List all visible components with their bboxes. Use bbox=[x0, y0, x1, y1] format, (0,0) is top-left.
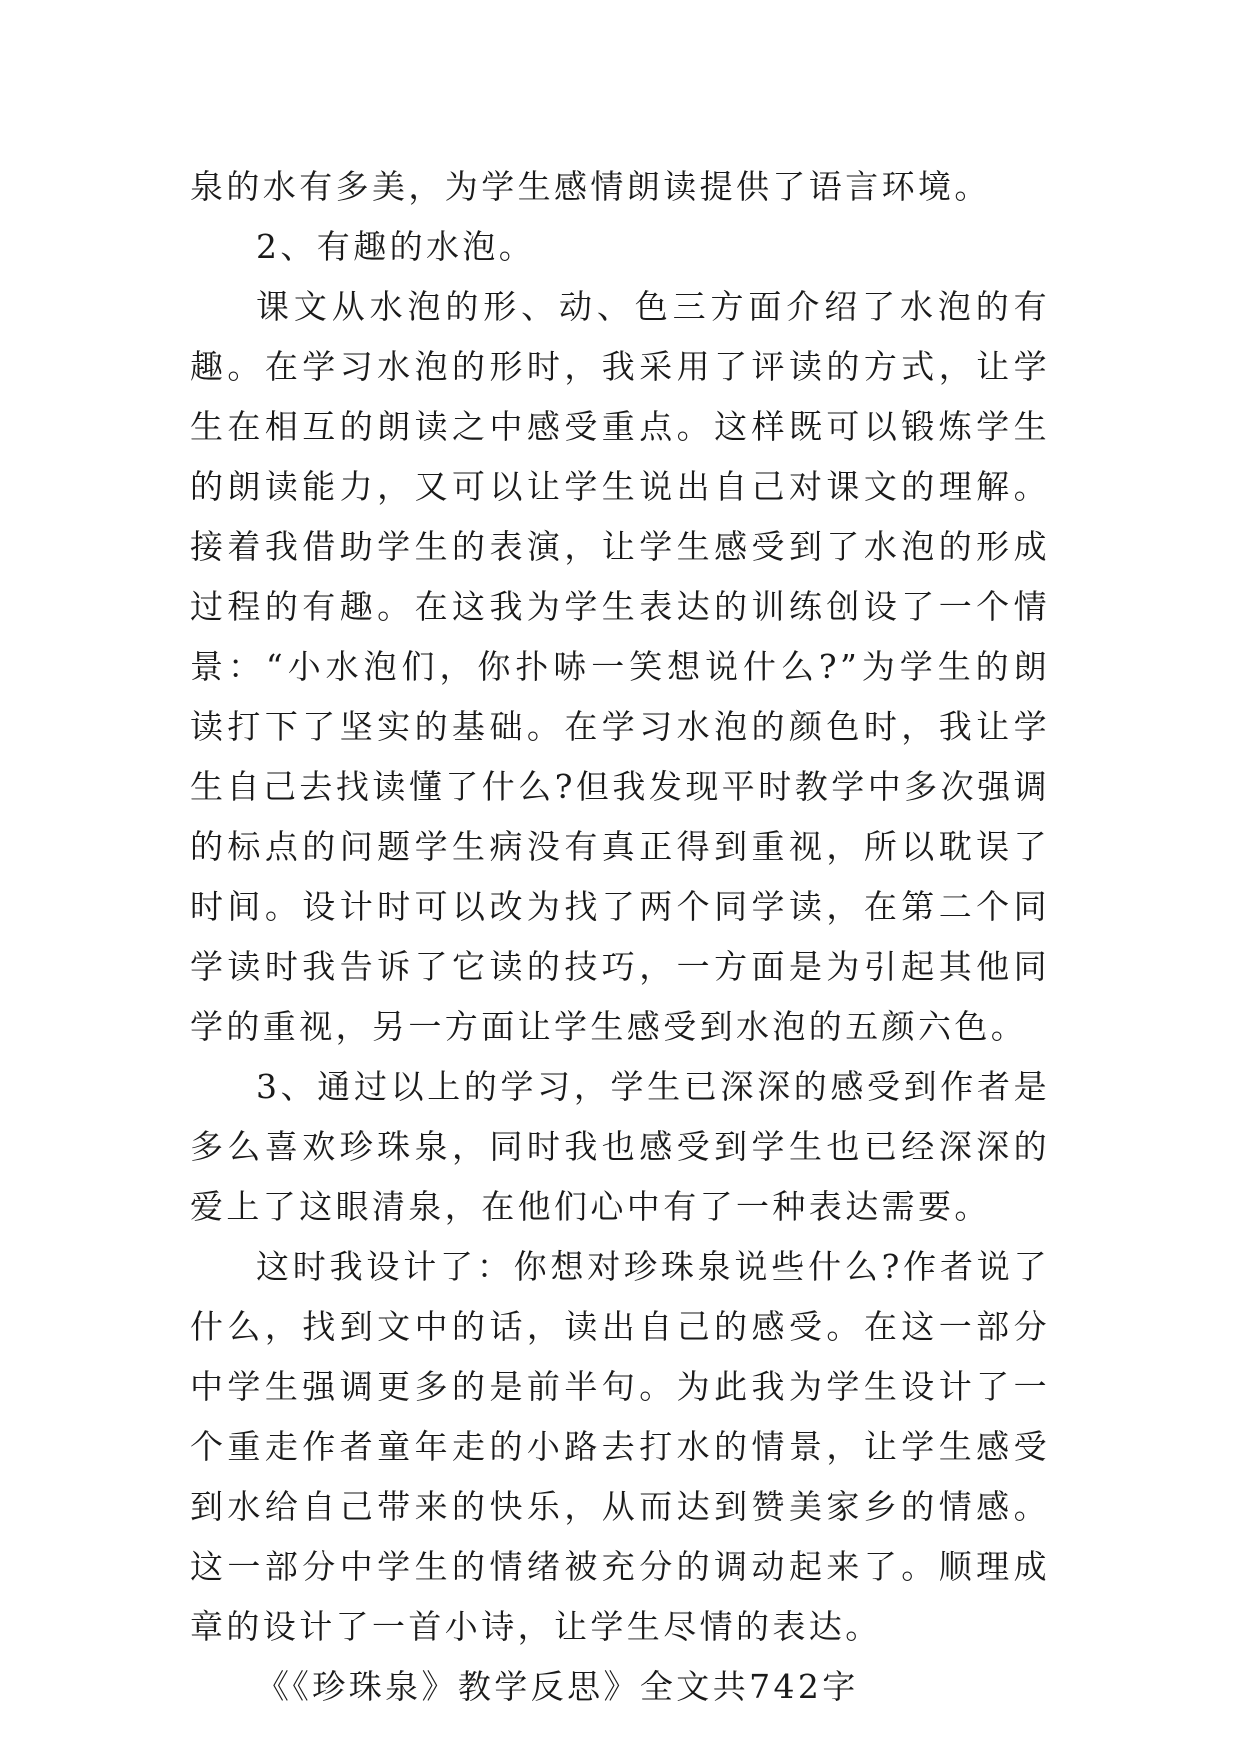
paragraph-5: 这时我设计了：你想对珍珠泉说些什么?作者说了什么，找到文中的话，读出自己的感受。在这一部分中学生强调更多的是前半句。为此我为学生设计了一个重走作者童年走的小路去打水的情景，让学生感受到水给自己带来的快乐，从而达到赞美家乡的情感。这一部分中学生的情绪被充分的调动起来了。顺理成章的设计了一首小诗，让学生尽情的表达。 bbox=[190, 1247, 1050, 1646]
word-count-footer: 《《珍珠泉》教学反思》全文共742字 bbox=[256, 1667, 859, 1706]
paragraph-1: 泉的水有多美，为学生感情朗读提供了语言环境。 bbox=[190, 167, 991, 206]
paragraph-3: 课文从水泡的形、动、色三方面介绍了水泡的有趣。在学习水泡的形时，我采用了评读的方式，让学生在相互的朗读之中感受重点。这样既可以锻炼学生的朗读能力，又可以让学生说出自己对课文的理解。接着我借助学生的表演，让学生感受到了水泡的形成过程的有趣。在这我为学生表达的训练创设了一个情景：“小水泡们，你扑哧一笑想说什么?”为学生的朗读打下了坚实的基础。在学习水泡的颜色时，我让学生自己去找读懂了什么?但我发现平时教学中多次强调的标点的问题学生病没有真正得到重视，所以耽误了时间。设计时可以改为找了两个同学读，在第二个同学读时我告诉了它读的技巧，一方面是为引起其他同学的重视，另一方面让学生感受到水泡的五颜六色。 bbox=[190, 287, 1050, 1046]
document-body bbox=[190, 157, 1050, 1717]
paragraph-2-heading: 2、有趣的水泡。 bbox=[256, 227, 536, 266]
paragraph-4: 3、通过以上的学习，学生已深深的感受到作者是多么喜欢珍珠泉，同时我也感受到学生也已经深深的爱上了这眼清泉，在他们心中有了一种表达需要。 bbox=[190, 1067, 1050, 1226]
